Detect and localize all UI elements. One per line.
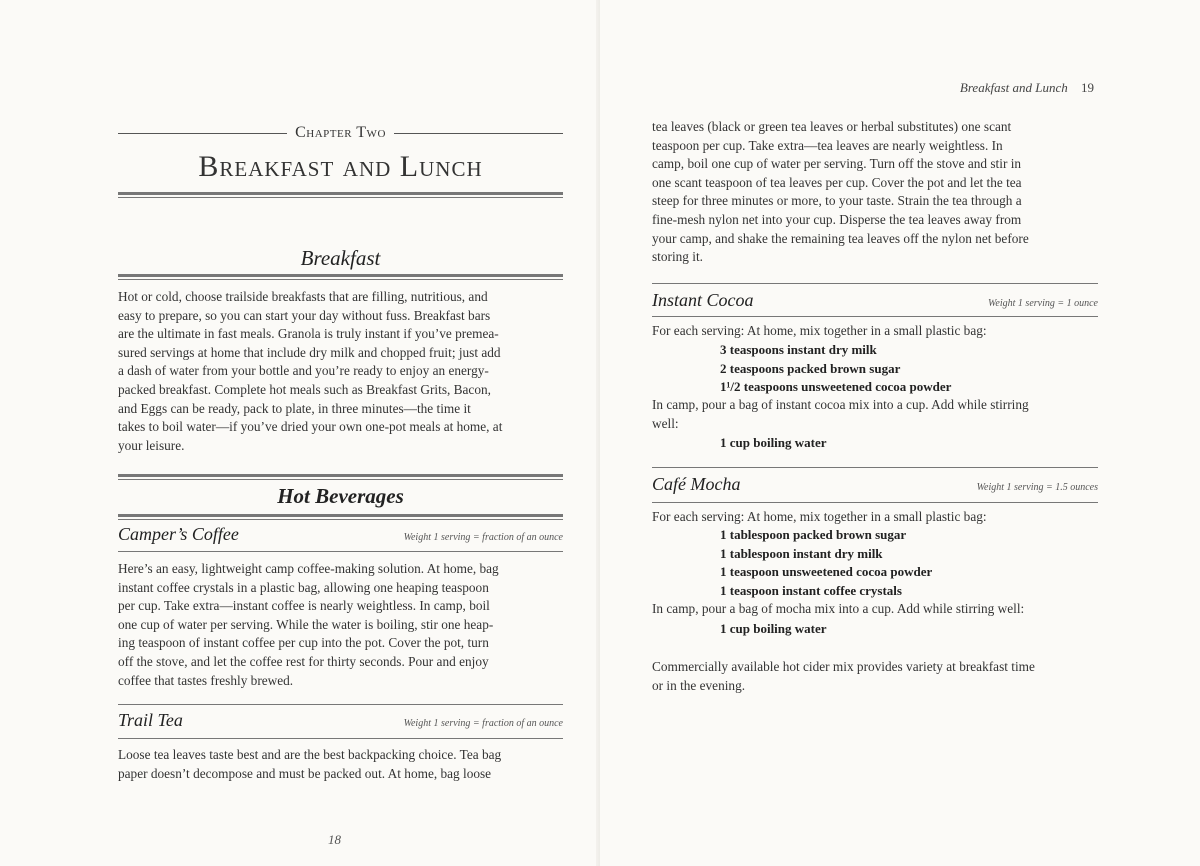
closing-paragraph [652, 658, 1098, 695]
right-page [600, 0, 1200, 866]
cafe-mocha-header [652, 474, 1098, 495]
recipe-title: Instant Cocoa [652, 290, 754, 310]
text-line: packed breakfast. Complete hot meals such as Breakfast Grits, Bacon, [118, 381, 491, 397]
text-line: Here’s an easy, lightweight camp coffee-making solution. At home, bag [118, 561, 499, 576]
text-line: and Eggs can be ready, pack to plate, in three minutes—the time it [118, 400, 471, 416]
cafe-mocha-ingredients [720, 526, 932, 600]
breakfast-paragraph [118, 288, 563, 455]
cafe-mocha-rule-top [652, 467, 1098, 468]
ingredient: 1 tablespoon instant dry milk [720, 545, 883, 561]
cafe-mocha-intro: For each serving: At home, mix together in a small plastic bag: [652, 509, 987, 524]
text-line: ing teaspoon of instant coffee per cup into the pot. Cover the pot, turn [118, 635, 489, 651]
text-line: steep for three minutes or more, to your taste. Strain the tea through a [652, 193, 1022, 209]
instant-cocoa-rule-top [652, 283, 1098, 284]
recipe-weight: Weight 1 serving = 1.5 ounces [976, 482, 1098, 493]
hot-beverages-heading: Hot Beverages [277, 484, 404, 508]
instant-cocoa-header [652, 290, 1098, 311]
recipe-weight: Weight 1 serving = fraction of an ounce [403, 718, 563, 729]
text-line: paper doesn’t decompose and must be packed out. At home, bag loose [118, 765, 492, 781]
breakfast-rule [118, 274, 563, 280]
trail-tea-continued-paragraph [652, 118, 1098, 267]
trail-tea-rule-top [118, 704, 563, 705]
text-line: a dash of water from your bottle and you’re ready to enjoy an energy- [118, 363, 489, 379]
ingredient: 1 cup boiling water [720, 435, 827, 450]
text-line: one scant teaspoon of tea leaves per cup. Cover the pot and let the tea [652, 174, 1022, 190]
text-line: In camp, pour a bag of instant cocoa mix into a cup. Add while stirring [652, 397, 1029, 412]
hot-beverages-rule-top [118, 474, 563, 480]
chapter-title: Breakfast and Lunch [198, 150, 483, 183]
running-head [960, 80, 1094, 96]
campers-coffee-header [118, 524, 563, 545]
text-line: easy to prepare, so you can start your day without fuss. Breakfast bars [118, 307, 491, 323]
text-line: off the stove, and let the coffee rest for thirty seconds. Pour and enjoy [118, 653, 489, 669]
text-line: per cup. Take extra—instant coffee is nearly weightless. In camp, boil [118, 598, 490, 614]
chapter-label-line [118, 124, 563, 142]
text-line: are the ultimate in fast meals. Granola is truly instant if you’ve premea- [118, 326, 499, 342]
campers-coffee-rule [118, 551, 563, 552]
recipe-title: Camper’s Coffee [118, 524, 239, 544]
trail-tea-header [118, 710, 563, 731]
text-line: teaspoon per cup. Take extra—tea leaves are nearly weightless. In [652, 137, 1003, 153]
campers-coffee-paragraph [118, 560, 563, 690]
text-line: camp, boil one cup of water per serving. Turn off the stove and stir in [652, 156, 1022, 172]
text-line: sured servings at home that include dry milk and chopped fruit; just add [118, 344, 501, 360]
text-line: instant coffee crystals in a plastic bag, allowing one heaping teaspoon [118, 579, 489, 595]
recipe-title: Café Mocha [652, 474, 741, 494]
ingredient: 1 teaspoon unsweetened cocoa powder [720, 564, 933, 579]
ingredient: 1¹/2 teaspoons unsweetened cocoa powder [720, 379, 952, 394]
ingredient: 1 teaspoon instant coffee crystals [720, 582, 902, 598]
chapter-label: Chapter Two [295, 124, 386, 141]
text-line: storing it. [652, 249, 703, 265]
text-line: or in the evening. [652, 677, 746, 693]
recipe-title: Trail Tea [118, 710, 183, 730]
trail-tea-paragraph [118, 746, 563, 783]
instant-cocoa-rule [652, 316, 1098, 317]
instant-cocoa-camp-text [652, 396, 1098, 433]
cafe-mocha-camp-text: In camp, pour a bag of mocha mix into a cup. Add while stirring well: [652, 601, 1025, 616]
breakfast-heading: Breakfast [300, 246, 381, 270]
text-line: Loose tea leaves taste best and are the best backpacking choice. Tea bag [118, 747, 502, 762]
instant-cocoa-intro: For each serving: At home, mix together in a small plastic bag: [652, 323, 987, 338]
trail-tea-rule [118, 738, 563, 739]
chapter-title-rule [118, 192, 563, 198]
ingredient: 3 teaspoons instant dry milk [720, 342, 877, 357]
running-head-title: Breakfast and Lunch [959, 80, 1068, 95]
text-line: well: [652, 415, 679, 431]
chapter-rule-right [394, 133, 563, 134]
recipe-weight: Weight 1 serving = 1 ounce [988, 298, 1098, 309]
page-number: 19 [1081, 80, 1094, 95]
text-line: tea leaves (black or green tea leaves or herbal substitutes) one scant [652, 119, 1012, 134]
ingredient: 1 tablespoon packed brown sugar [720, 527, 907, 542]
text-line: coffee that tastes freshly brewed. [118, 672, 294, 688]
text-line: your camp, and shake the remaining tea leaves off the nylon net before [652, 230, 1029, 246]
ingredient: 2 teaspoons packed brown sugar [720, 360, 901, 376]
cafe-mocha-rule [652, 502, 1098, 503]
recipe-weight: Weight 1 serving = fraction of an ounce [403, 532, 563, 543]
text-line: Commercially available hot cider mix provides variety at breakfast time [652, 659, 1035, 674]
ingredient: 1 cup boiling water [720, 621, 827, 636]
page-number: 18 [328, 832, 341, 847]
text-line: your leisure. [118, 437, 185, 453]
hot-beverages-rule-bottom [118, 514, 563, 520]
text-line: fine-mesh nylon net into your cup. Disperse the tea leaves away from [652, 211, 1022, 227]
text-line: takes to boil water—if you’ve dried your own one-pot meals at home, at [118, 419, 503, 435]
instant-cocoa-ingredients [720, 341, 951, 397]
text-line: one cup of water per serving. While the water is boiling, stir one heap- [118, 616, 494, 632]
chapter-rule-left [118, 133, 287, 134]
text-line: Hot or cold, choose trailside breakfasts that are filling, nutritious, and [118, 289, 488, 304]
